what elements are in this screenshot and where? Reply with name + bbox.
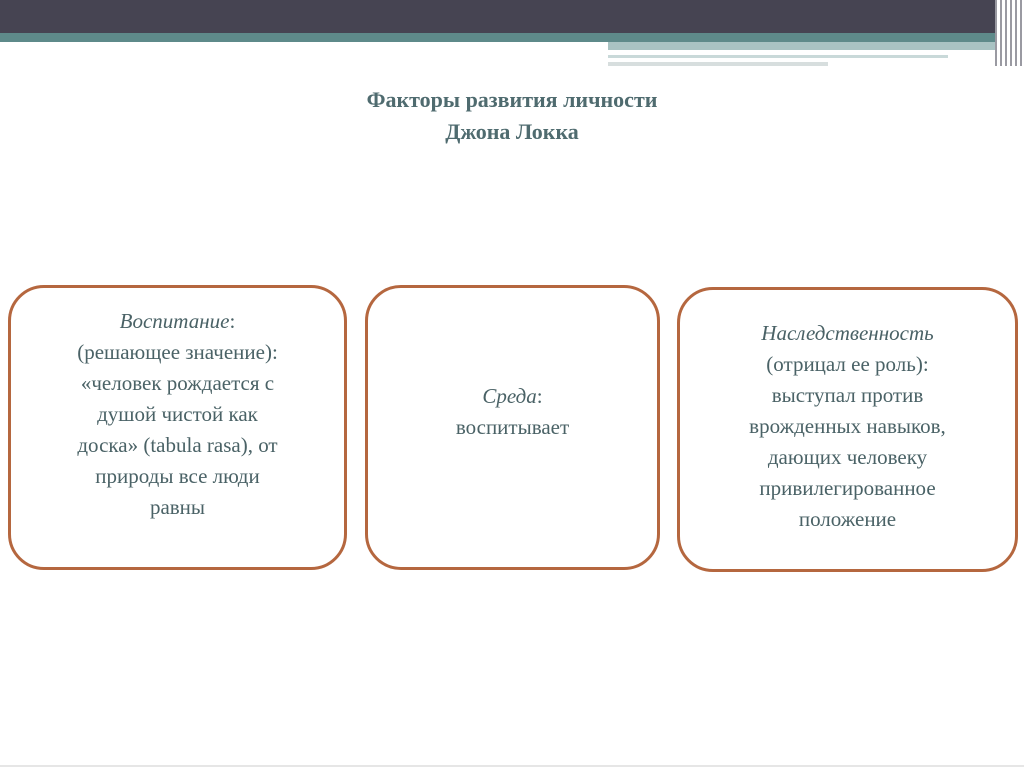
header-bar-teal-light <box>608 42 1000 50</box>
header-bar-teal-thin <box>608 55 948 58</box>
factor-line: привилегированное <box>759 476 936 500</box>
factor-line: (решающее значение): <box>77 340 278 364</box>
slide-title-line1: Факторы развития личности <box>366 87 658 112</box>
factor-box-content <box>77 306 278 523</box>
slide-title <box>0 84 1024 148</box>
factor-line: врожденных навыков, <box>749 414 946 438</box>
factor-heading: Среда <box>482 383 537 408</box>
factor-box-content <box>456 381 569 443</box>
factor-line: природы все люди <box>95 464 260 488</box>
factor-box-environment <box>365 285 660 570</box>
factor-line: воспитывает <box>455 414 570 439</box>
factor-line: душой чистой как <box>97 402 258 426</box>
factor-heading-suffix: : <box>536 383 543 408</box>
factor-heading: Наследственность <box>761 321 934 345</box>
factor-heading-line <box>456 381 569 412</box>
factor-line: равны <box>149 495 206 519</box>
factor-box-content <box>749 318 946 535</box>
factor-line: выступал против <box>771 383 924 407</box>
header-bar-teal <box>0 33 1000 42</box>
header-edge-lines <box>995 0 1024 66</box>
factor-heading-suffix: : <box>229 309 236 333</box>
factor-box-heredity <box>677 287 1018 572</box>
factor-line: положение <box>798 507 897 531</box>
header-bar-grey-thin <box>608 62 828 66</box>
factor-heading-line <box>749 318 946 349</box>
factor-line: «человек рождается с <box>80 371 275 395</box>
factor-line: дающих человеку <box>767 445 928 469</box>
factor-heading-line <box>77 306 278 337</box>
slide-title-line2: Джона Локка <box>445 119 579 144</box>
header-bar-dark <box>0 0 1000 33</box>
factor-line: (отрицал ее роль): <box>766 352 929 376</box>
factor-heading: Воспитание <box>119 309 230 333</box>
factor-line: доска» (tabula rasa), от <box>77 433 278 457</box>
factor-box-upbringing <box>8 285 347 570</box>
